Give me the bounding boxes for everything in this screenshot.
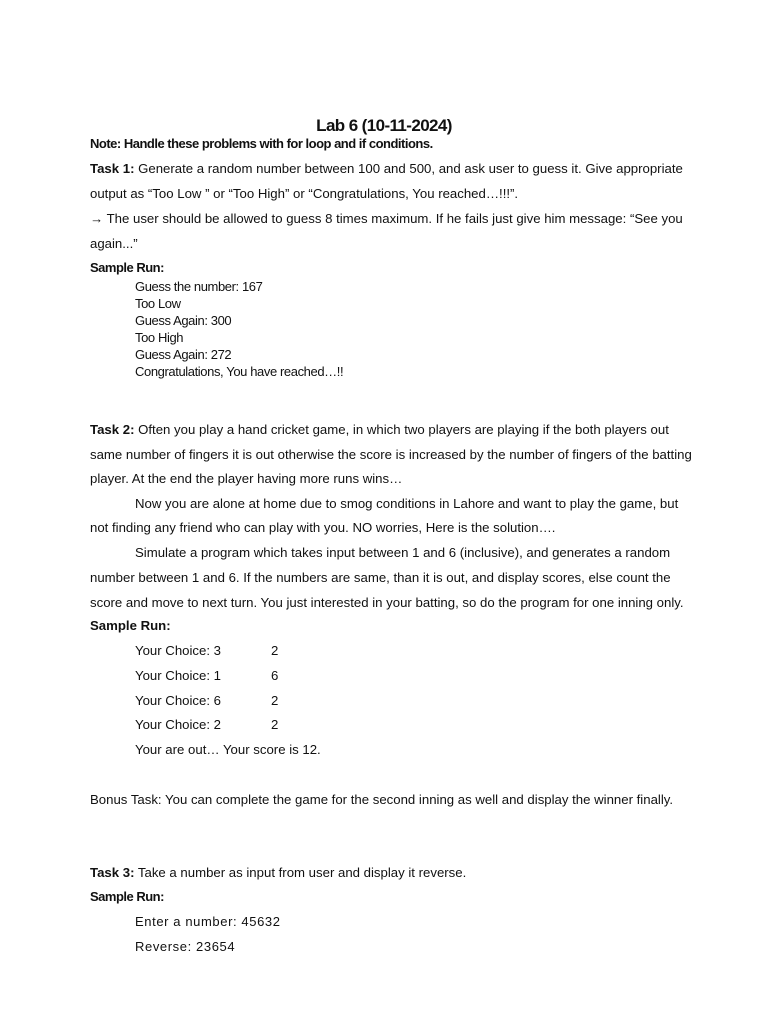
task1-sample-line: Guess the number: 167 [135, 279, 263, 294]
task2-p3-line2: number between 1 and 6. If the numbers are same, than it is out, and display scores, else count the [90, 570, 671, 585]
task1-line4: again...” [90, 236, 138, 251]
task2-sample-label: Sample Run: [90, 618, 171, 633]
task2-line1 [90, 421, 669, 439]
task3-text: Take a number as input from user and display it reverse. [134, 865, 467, 880]
task1-sample-line: Congratulations, You have reached…!! [135, 364, 344, 379]
task1-line3: → The user should be allowed to guess 8 times maximum. If he fails just give him message: “See you [90, 211, 683, 226]
task2-value: 2 [271, 643, 279, 658]
bonus-task: Bonus Task: You can complete the game for the second inning as well and display the winner finally. [90, 792, 674, 807]
task1-sample-line: Guess Again: 272 [135, 347, 232, 362]
task2-p2-line2: not finding any friend who can play with you. NO worries, Here is the solution…. [90, 520, 556, 535]
task1-sample-label: Sample Run: [90, 260, 164, 275]
task2-p3-line3: score and move to next turn. You just interested in your batting, so do the program for one inning only. [90, 595, 684, 610]
task2-label: Task 2: [90, 422, 135, 437]
task3-sample-line: Reverse: 23654 [135, 939, 236, 954]
task1-label: Task 1: [90, 161, 135, 176]
task1-text: Generate a random number between 100 and 500, and ask user to guess it. Give appropriate [134, 161, 683, 176]
task2-choice: Your Choice: 1 [135, 668, 222, 683]
task2-choice: Your Choice: 2 [135, 717, 222, 732]
task2-value: 2 [271, 717, 279, 732]
task2-line2: same number of fingers it is out otherwise the score is increased by the number of fingers of the batting [90, 447, 692, 462]
task2-result: Your are out… Your score is 12. [135, 742, 321, 757]
task2-value: 2 [271, 693, 279, 708]
task2-p2-line1: Now you are alone at home due to smog conditions in Lahore and want to play the game, but [135, 496, 679, 511]
task1-sample-line: Guess Again: 300 [135, 313, 232, 328]
task3-line [90, 864, 466, 882]
task3-sample-line: Enter a number: 45632 [135, 914, 281, 929]
task1-line1 [90, 160, 683, 178]
task2-line3: player. At the end the player having more runs wins… [90, 471, 403, 486]
task2-choice: Your Choice: 3 [135, 643, 222, 658]
page-title: Lab 6 (10-11-2024) [316, 116, 452, 135]
task1-line2: output as “Too Low ” or “Too High” or “Congratulations, You reached…!!!”. [90, 186, 519, 201]
note-text: Note: Handle these problems with for loop and if conditions. [90, 136, 433, 151]
task2-value: 6 [271, 668, 279, 683]
task2-choice: Your Choice: 6 [135, 693, 222, 708]
task2-text: Often you play a hand cricket game, in which two players are playing if the both players out [134, 422, 669, 437]
task3-sample-label: Sample Run: [90, 889, 164, 904]
task1-sample-line: Too High [135, 330, 184, 345]
task1-sample-line: Too Low [135, 296, 181, 311]
task3-label: Task 3: [90, 865, 135, 880]
task2-p3-line1: Simulate a program which takes input between 1 and 6 (inclusive), and generates a random [135, 545, 671, 560]
